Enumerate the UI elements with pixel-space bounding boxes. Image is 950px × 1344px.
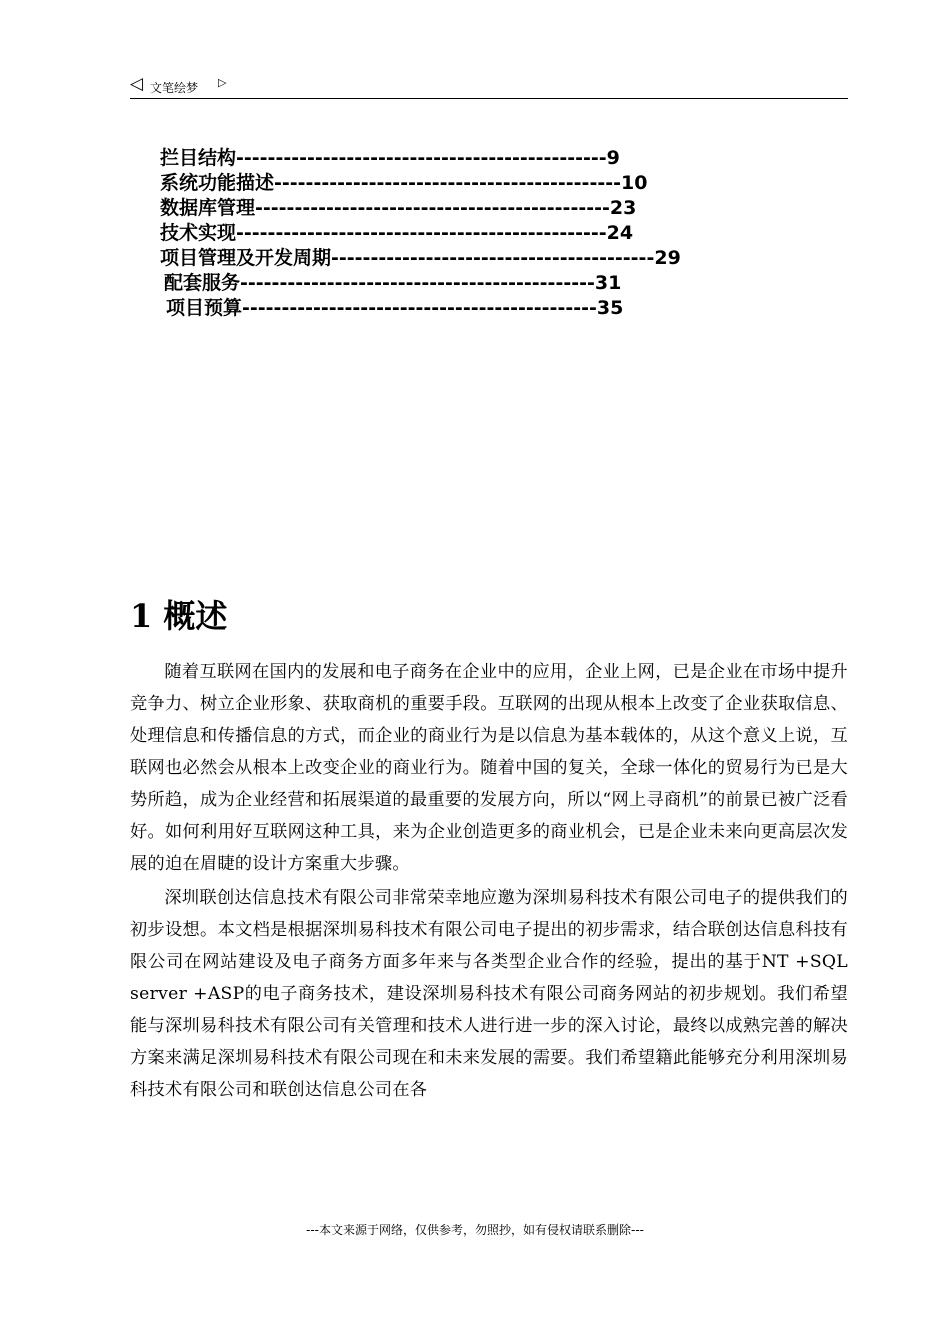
toc-leader: -----------------------------------------------	[236, 147, 607, 169]
header-brand: 文笔绘梦	[150, 81, 199, 95]
triangle-right-icon: ▷	[218, 76, 227, 89]
toc-leader: ---------------------------------------------	[255, 197, 610, 219]
toc-entry[interactable]	[160, 171, 647, 195]
body-text	[130, 656, 848, 1106]
toc-entry-page: 29	[654, 247, 681, 269]
page-header	[130, 72, 848, 99]
toc-entry-title: 项目管理及开发周期	[160, 247, 332, 269]
toc-entry[interactable]	[160, 196, 636, 220]
toc-entry-title: 技术实现	[160, 222, 237, 244]
toc-leader: -----------------------------------------	[331, 247, 655, 269]
toc-entry-title: 配套服务	[164, 272, 241, 294]
toc-entry-page: 10	[621, 172, 648, 194]
section-heading: 1 概述	[130, 597, 228, 635]
toc-entry-title: 项目预算	[166, 297, 243, 319]
paragraph: 随着互联网在国内的发展和电子商务在企业中的应用，企业上网，已是企业在市场中提升竞争力、树立企业形象、获取商机的重要手段。互联网的出现从根本上改变了企业获取信息、处理信息和传播信息的方式，而企业的商业行为是以信息为基本载体的，从这个意义上说，互联网也必然会从根本上改变企业的商业行为。随着中国的复关，全球一体化的贸易行为已是大势所趋，成为企业经营和拓展渠道的最重要的发展方向，所以“网上寻商机”的前景已被广泛看好。如何利用好互联网这种工具，来为企业创造更多的商业机会，已是企业未来向更高层次发展的迫在眉睫的设计方案重大步骤。	[130, 662, 848, 874]
toc-entry[interactable]	[164, 271, 621, 295]
toc-entry-title: 拦目结构	[160, 147, 237, 169]
toc-entry-page: 24	[606, 222, 634, 244]
toc-entry[interactable]	[160, 246, 681, 270]
toc-entry-title: 数据库管理	[160, 197, 256, 219]
toc-entry[interactable]	[166, 296, 623, 320]
triangle-left-icon: ◁	[130, 74, 144, 94]
toc-entry-title: 系统功能描述	[160, 172, 275, 194]
toc-entry-page: 9	[606, 147, 620, 169]
toc-leader: ---------------------------------------------	[242, 297, 597, 319]
page-footer: ---本文来源于网络，仅供参考，勿照抄，如有侵权请联系删除---	[306, 1223, 644, 1237]
toc-entry-page: 35	[596, 297, 624, 319]
toc-entry[interactable]	[160, 146, 620, 170]
toc-leader: --------------------------------------------	[274, 172, 621, 194]
toc-entry[interactable]	[160, 221, 633, 245]
paragraph: 深圳联创达信息技术有限公司非常荣幸地应邀为深圳易科技术有限公司电子的提供我们的初步设想。本文档是根据深圳易科技术有限公司电子提出的初步需求，结合联创达信息科技有限公司在网站建设及电子商务方面多年来与各类型企业合作的经验，提出的基于NT +SQL server +ASP的电子商务技术，建设深圳易科技术有限公司商务网站的初步规划。我们希望能与深圳易科技术有限公司有关管理和技术人进行进一步的深入讨论，最终以成熟完善的解决方案来满足深圳易科技术有限公司现在和未来发展的需要。我们希望籍此能够充分利用深圳易科技术有限公司和联创达信息公司在各	[130, 888, 848, 1100]
toc-entry-page: 31	[594, 272, 622, 294]
toc-leader: ---------------------------------------------	[240, 272, 595, 294]
toc-entry-page: 23	[609, 197, 637, 219]
toc-leader: -----------------------------------------------	[236, 222, 607, 244]
